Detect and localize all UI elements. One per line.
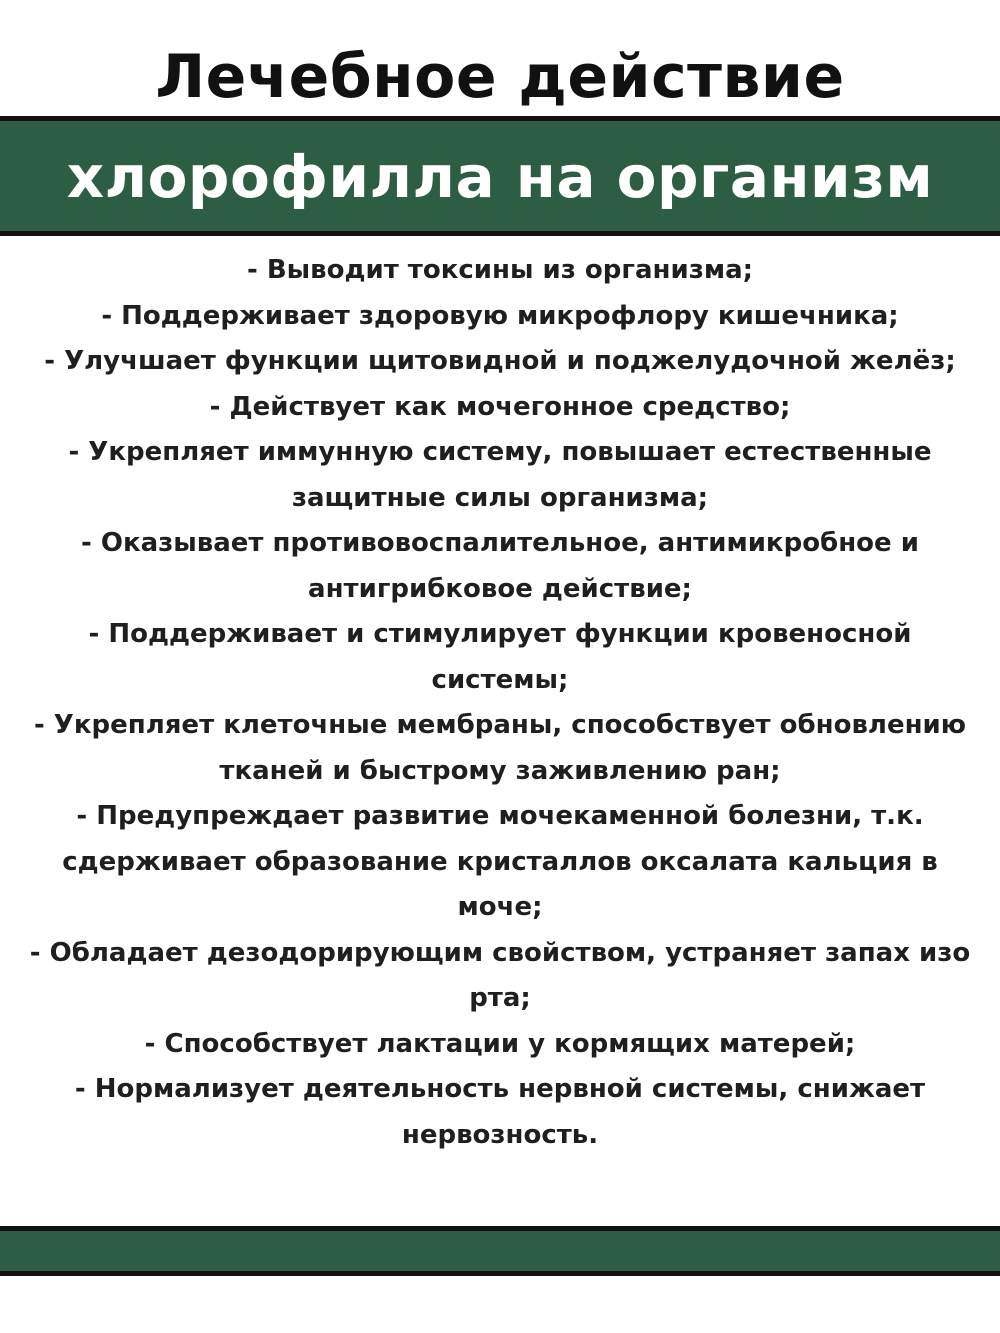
title-band [0,116,1000,236]
benefit-item: - Выводит токсины из организма; [246,255,754,285]
benefit-item: - Улучшает функции щитовидной и поджелудочной желёз; [44,346,956,376]
benefit-item: - Обладает дезодорирующим свойством, устраняет запах изо рта; [29,937,971,1013]
page-title: Лечебное действие [155,42,845,112]
benefit-item: - Способствует лактации у кормящих матерей; [144,1028,856,1059]
benefit-item: - Укрепляет иммунную систему, повышает естественные защитные силы организма; [68,437,932,513]
page-subtitle: хлорофилла на организм [66,143,934,211]
benefit-item: - Действует как мочегонное средство; [209,391,791,422]
benefit-item: - Предупреждает развитие мочекаменной болезни, т.к. сдерживает образование кристаллов оксалата кальция в моче; [62,801,938,922]
benefit-item: - Поддерживает здоровую микрофлору кишечника; [101,300,899,331]
benefit-item: - Поддерживает и стимулирует функции кровеносной системы; [88,619,912,695]
benefit-item: - Укрепляет клеточные мембраны, способствует обновлению тканей и быстрому заживлению ран; [33,710,967,786]
benefit-item: - Оказывает противовоспалительное, антимикробное и антигрибковое действие; [81,528,919,604]
footer-band [0,1226,1000,1276]
benefits-list [20,248,980,1158]
benefit-item: - Нормализует деятельность нервной системы, снижает нервозность. [74,1074,926,1150]
